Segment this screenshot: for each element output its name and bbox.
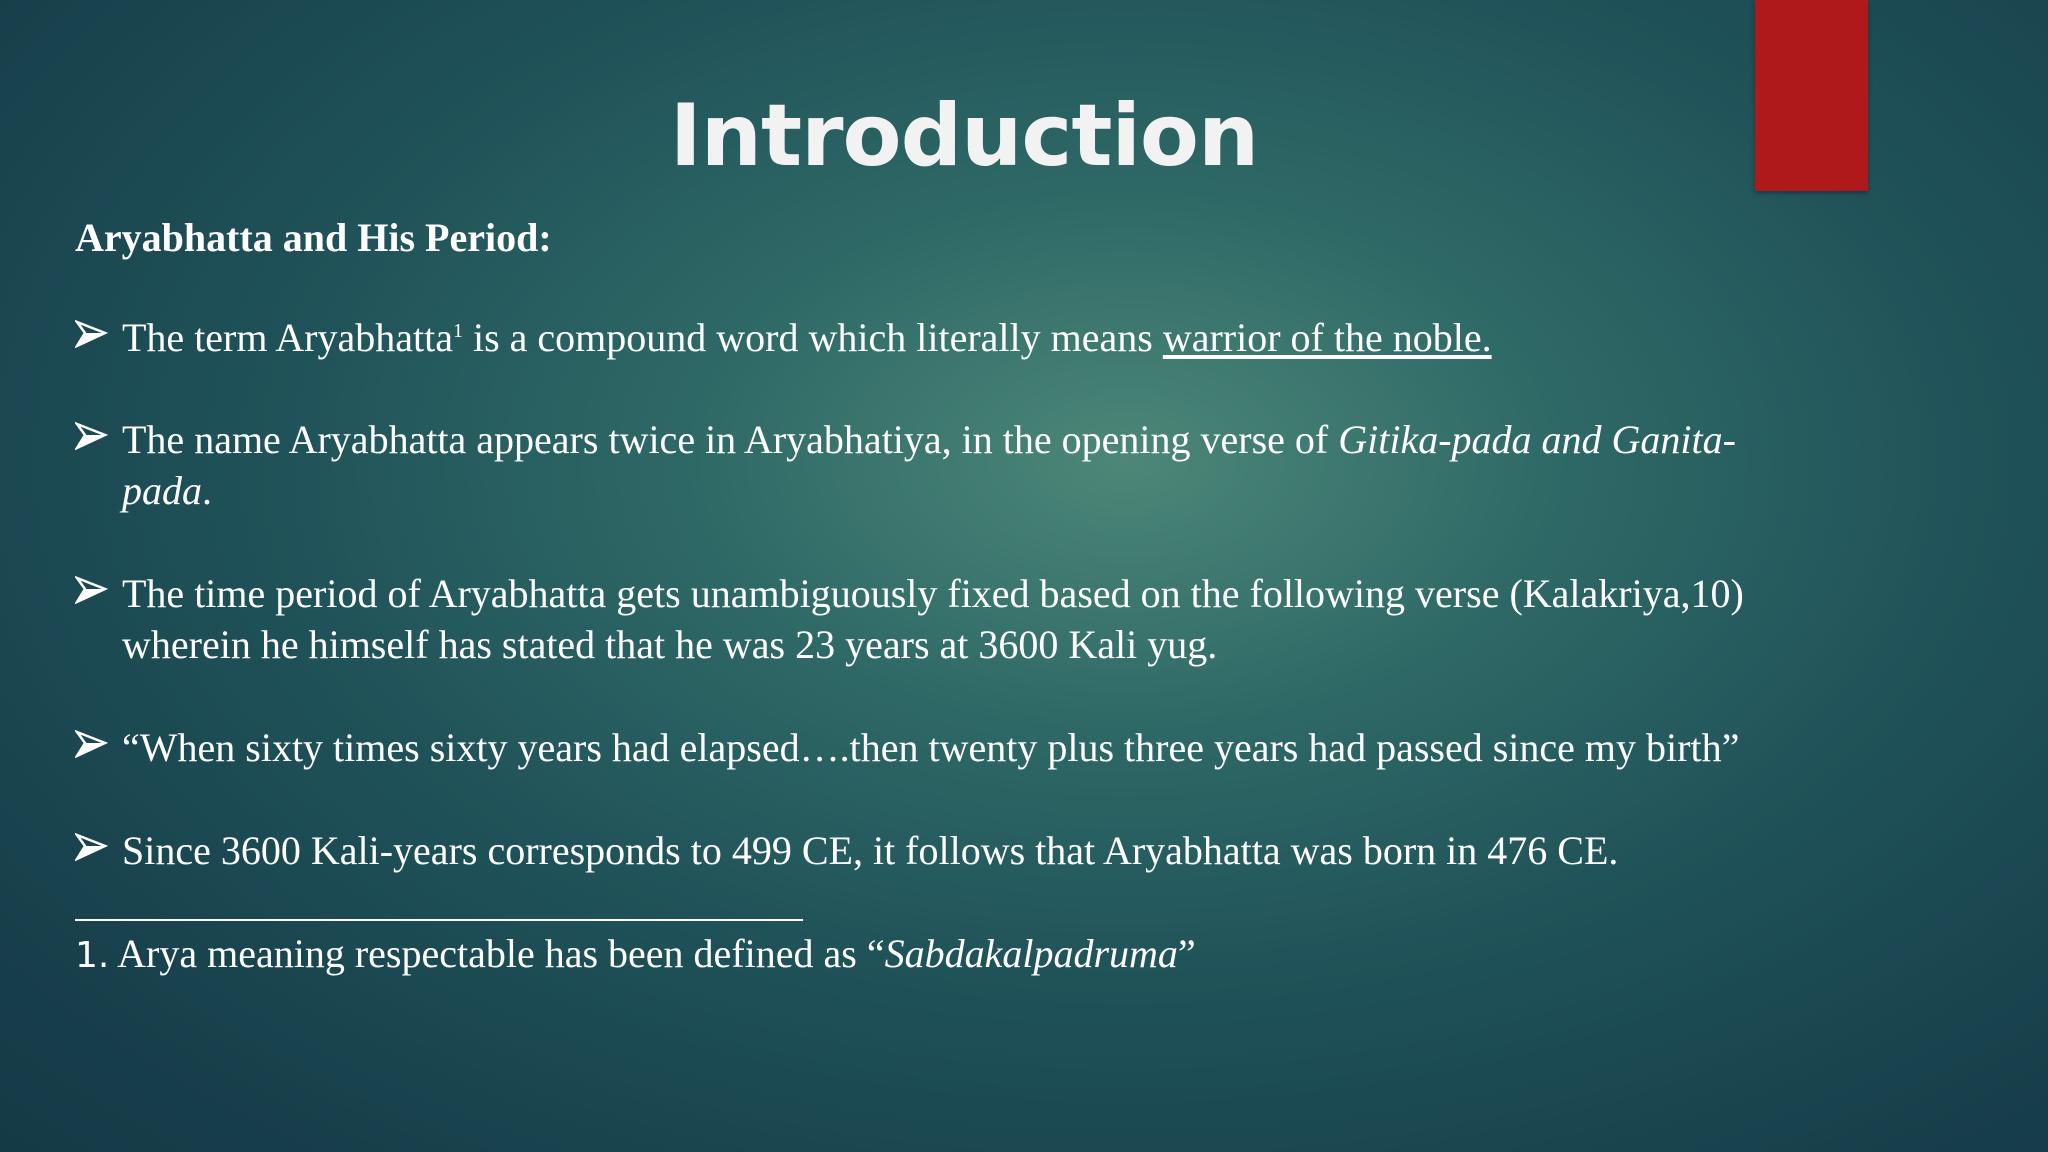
bullet-text: “When sixty times sixty years had elapsed….then twenty plus three years had passed since my birth”	[122, 725, 1740, 770]
bullet-text: Since 3600 Kali-years corresponds to 499 CE, it follows that Aryabhatta was born in 476 CE.	[122, 828, 1619, 873]
arrow-bullet-icon	[75, 316, 109, 350]
bullet-item	[75, 414, 1775, 516]
section-heading: Aryabhatta and His Period:	[75, 215, 552, 260]
footnote-italic: Sabdakalpadruma	[884, 931, 1178, 976]
slide-title: Introduction	[669, 86, 1259, 186]
bullet-item	[75, 825, 1775, 876]
footnote-divider	[75, 919, 803, 921]
underlined-phrase: warrior of the noble.	[1162, 315, 1492, 360]
arrow-bullet-icon	[75, 726, 109, 760]
arrow-bullet-icon	[75, 418, 109, 452]
arrow-bullet-icon	[75, 572, 109, 606]
bullet-item	[75, 722, 1775, 773]
bullet-text: The term Aryabhatta$^1$ is a compound word which literally means warrior of the noble.	[122, 315, 1492, 360]
bullet-text: The time period of Aryabhatta gets unambiguously fixed based on the following verse (Kalakriya,10) wherein he himself has stated that he was 23 years at 3600 Kali yug.	[122, 571, 1744, 667]
bullet-text: The name Aryabhatta appears twice in Aryabhatiya, in the opening verse of Gitika-pada and Ganita-pada.	[122, 417, 1736, 513]
footnote-marker: 1	[452, 320, 463, 342]
bullet-item	[75, 312, 1775, 363]
footnote-number: 1.	[75, 935, 110, 976]
bullet-item	[75, 568, 1775, 670]
arrow-bullet-icon	[75, 829, 109, 863]
italic-phrase: Gitika-pada and Ganita-pada	[122, 417, 1736, 513]
footnote: 1. Arya meaning respectable has been defined as “Sabdakalpadruma”	[75, 931, 1196, 976]
